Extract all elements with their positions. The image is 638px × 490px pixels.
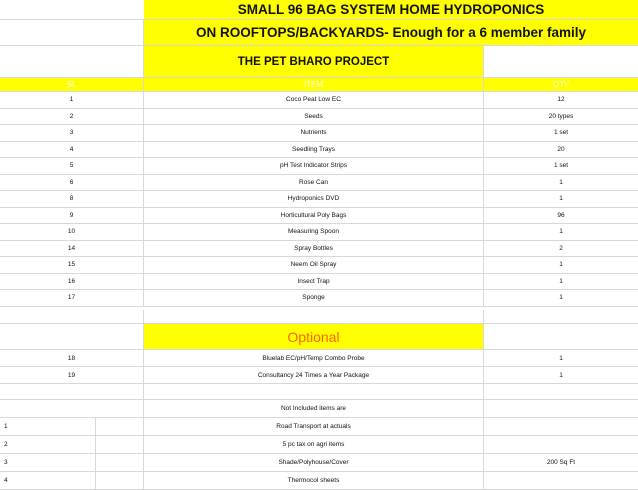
row-qty: 1 xyxy=(559,354,563,362)
table-row xyxy=(0,109,638,126)
row-qty: 20 types xyxy=(548,112,574,120)
row-item: 5 pc tax on agri items xyxy=(282,441,345,448)
row-qty: 1 xyxy=(559,294,563,302)
optional-label: Optional xyxy=(287,328,340,345)
row-sl: 10 xyxy=(67,228,76,236)
optional-row xyxy=(0,324,638,350)
row-sl: 16 xyxy=(67,277,76,285)
table-row xyxy=(0,125,638,142)
project-row xyxy=(0,46,638,78)
column-header-qty: QTY xyxy=(552,80,570,89)
table-row xyxy=(0,191,638,208)
table-row xyxy=(0,350,638,367)
row-item: Sponge xyxy=(302,294,325,302)
row-qty: 1 xyxy=(559,228,563,236)
row-qty: 2 xyxy=(559,244,563,252)
row-sl: 6 xyxy=(69,178,74,186)
title-line-1: SMALL 96 BAG SYSTEM HOME HYDROPONICS xyxy=(237,2,545,17)
row-item: Insect Trap xyxy=(297,277,330,285)
row-item: Coco Peat Low EC xyxy=(286,96,341,104)
table-row xyxy=(0,472,638,490)
table-row xyxy=(0,241,638,258)
table-row xyxy=(0,418,638,436)
row-item: Spray Bottles xyxy=(294,244,333,252)
blank-row xyxy=(0,310,638,324)
row-qty: 1 xyxy=(559,261,563,269)
row-item: Seeds xyxy=(304,112,323,120)
row-qty: 20 xyxy=(557,145,565,153)
row-qty: 1 xyxy=(559,277,563,285)
row-sl: 5 xyxy=(69,162,74,170)
row-sl: 18 xyxy=(67,354,76,362)
row-sl: 9 xyxy=(69,211,74,219)
row-sl: 2 xyxy=(4,441,8,448)
row-item: Hydroponics DVD xyxy=(287,195,340,203)
table-row xyxy=(0,436,638,454)
row-qty: 12 xyxy=(557,96,565,104)
row-sl: 4 xyxy=(4,477,8,484)
row-item: Neem Oil Spray xyxy=(290,261,337,269)
title-row-1 xyxy=(0,0,638,20)
not-included-label: Not Included items are xyxy=(280,405,347,412)
row-item: Thermocol sheets xyxy=(287,477,340,484)
row-item: Bluelab EC/pH/Temp Combo Probe xyxy=(262,354,365,362)
row-item: Road Transport at actuals xyxy=(276,423,351,430)
row-sl: 2 xyxy=(69,112,74,120)
table-row xyxy=(0,274,638,291)
table-row xyxy=(0,175,638,192)
table-row xyxy=(0,257,638,274)
row-item: Consultancy 24 Times a Year Package xyxy=(257,371,370,379)
row-item: Rose Can xyxy=(299,178,328,186)
column-header-item: ITEM xyxy=(303,80,324,89)
row-item: Horticultural Poly Bags xyxy=(280,211,347,219)
row-item: Nutrients xyxy=(300,129,327,137)
not-included-row xyxy=(0,400,638,418)
row-qty: 1 xyxy=(559,178,563,186)
title-line-2: ON ROOFTOPS/BACKYARDS- Enough for a 6 member family xyxy=(195,25,587,40)
row-sl: 8 xyxy=(69,195,74,203)
row-sl: 17 xyxy=(67,294,76,302)
row-sl: 1 xyxy=(69,96,74,104)
row-qty: 96 xyxy=(557,211,565,219)
table-row xyxy=(0,92,638,109)
row-item: Shade/Polyhouse/Cover xyxy=(278,459,349,466)
row-sl: 1 xyxy=(4,423,8,430)
column-header-sl: SL xyxy=(66,80,77,89)
row-sl: 3 xyxy=(4,459,8,466)
table-row xyxy=(0,142,638,159)
table-row xyxy=(0,158,638,175)
row-qty: 1 set xyxy=(553,162,569,170)
row-qty: 200 Sq Ft xyxy=(546,459,576,466)
row-sl: 14 xyxy=(67,244,76,252)
row-qty: 1 set xyxy=(553,129,569,137)
row-sl: 4 xyxy=(69,145,74,153)
row-item: Measuring Spoon xyxy=(288,228,339,236)
blank-row-2 xyxy=(0,384,638,400)
row-qty: 1 xyxy=(559,195,563,203)
table-row xyxy=(0,367,638,384)
table-row xyxy=(0,454,638,472)
table-row xyxy=(0,224,638,241)
table-row xyxy=(0,290,638,307)
project-name: THE PET BHARO PROJECT xyxy=(237,55,390,68)
column-header-row xyxy=(0,78,638,92)
row-sl: 19 xyxy=(67,371,76,379)
row-item: Seedling Trays xyxy=(292,145,335,153)
row-item: pH Test Indicator Strips xyxy=(279,162,348,170)
title-row-2 xyxy=(0,20,638,46)
table-row xyxy=(0,208,638,225)
row-sl: 3 xyxy=(69,129,74,137)
row-sl: 15 xyxy=(67,261,76,269)
row-qty: 1 xyxy=(559,371,563,379)
